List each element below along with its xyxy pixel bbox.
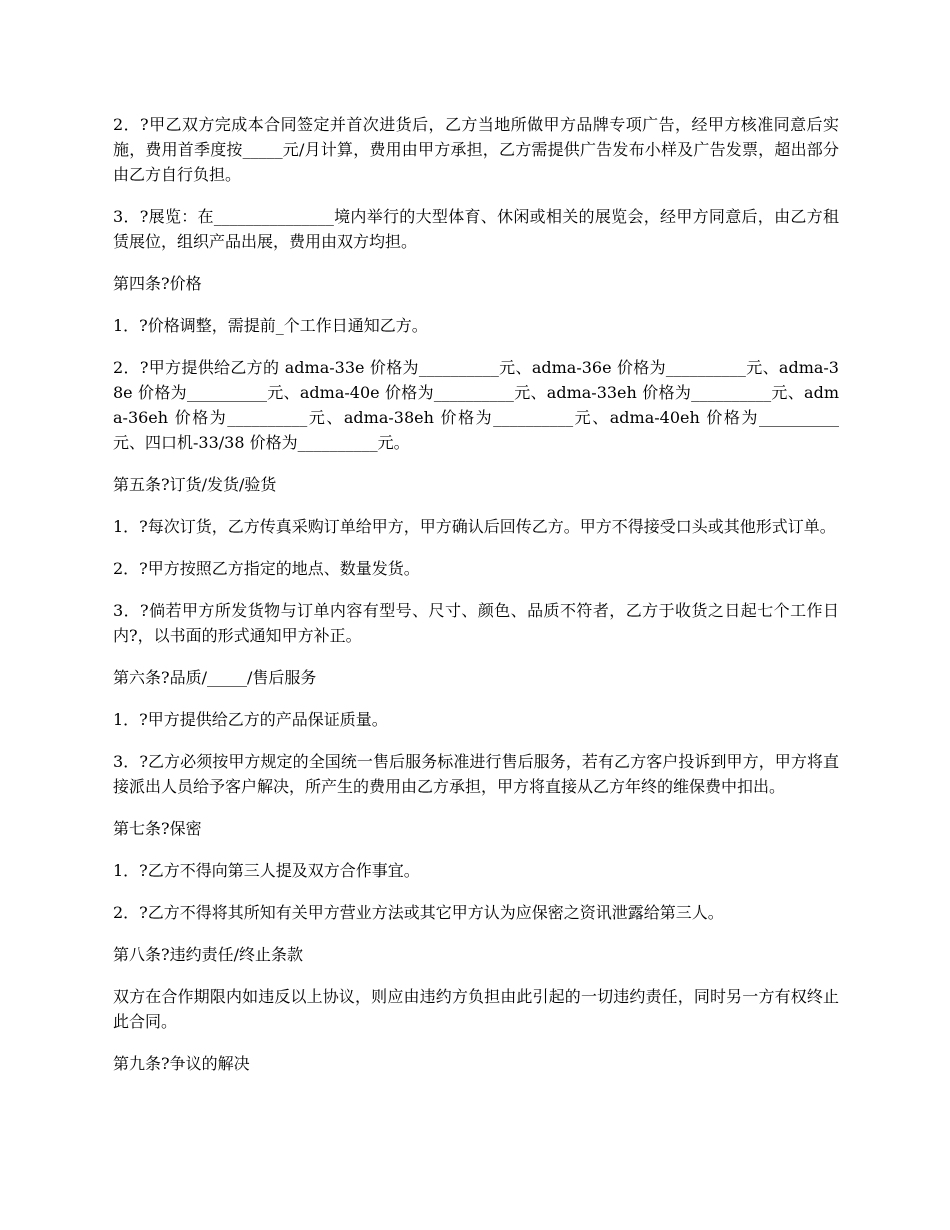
article-7-clause-1: 1．?乙方不得向第三人提及双方合作事宜。 [113, 861, 420, 880]
article-7-clause-2: 2．?乙方不得将其所知有关甲方营业方法或其它甲方认为应保密之资讯泄露给第三人。 [113, 903, 724, 922]
clause-2-advertising: 2．?甲乙双方完成本合同签定并首次进货后，乙方当地所做甲方品牌专项广告，经甲方核准同意后实施，费用首季度按_____元/月计算，费用由甲方承担，乙方需提供广告发布小样及广告发票，超出部分由乙方自行负担。 [113, 115, 839, 184]
article-5-clause-2: 2．?甲方按照乙方指定的地点、数量发货。 [113, 559, 420, 578]
clause-3-exhibition: 3．?展览：在_______________境内举行的大型体育、休闲或相关的展览会，经甲方同意后，由乙方租赁展位，组织产品出展，费用由双方均担。 [113, 207, 839, 251]
document-body [113, 112, 839, 1093]
article-7-heading: 第七条?保密 [113, 819, 202, 838]
article-4-clause-1: 1．?价格调整，需提前_个工作日通知乙方。 [113, 316, 428, 335]
article-6-heading: 第六条?品质/_____/售后服务 [113, 668, 317, 687]
article-4-heading: 第四条?价格 [113, 274, 202, 293]
article-5-clause-3: 3．?倘若甲方所发货物与订单内容有型号、尺寸、颜色、品质不符者，乙方于收货之日起七个工作日内?，以书面的形式通知甲方补正。 [113, 601, 839, 645]
article-6-clause-3: 3．?乙方必须按甲方规定的全国统一售后服务标准进行售后服务，若有乙方客户投诉到甲方，甲方将直接派出人员给予客户解决，所产生的费用由乙方承担，甲方将直接从乙方年终的维保费中扣出。 [113, 752, 839, 796]
article-5-clause-1: 1．?每次订货，乙方传真采购订单给甲方，甲方确认后回传乙方。甲方不得接受口头或其他形式订单。 [113, 517, 836, 536]
article-4-clause-2: 2．?甲方提供给乙方的 adma-33e 价格为__________元、adma-36e 价格为__________元、adma-38e 价格为__________元、adma-40e 价格为__________元、adma-33eh 价格为__________元、adma-36eh 价格为__________元、adma-38eh 价格为__________元、adma-40eh 价格为__________元、四口机-33/38 价格为__________元。 [113, 358, 839, 452]
article-9-heading: 第九条?争议的解决 [113, 1054, 250, 1073]
article-8-heading: 第八条?违约责任/终止条款 [113, 945, 303, 964]
article-8-body: 双方在合作期限内如违反以上协议，则应由违约方负担由此引起的一切违约责任，同时另一方有权终止此合同。 [113, 987, 839, 1031]
article-6-clause-1: 1．?甲方提供给乙方的产品保证质量。 [113, 710, 388, 729]
article-5-heading: 第五条?订货/发货/验货 [113, 475, 277, 494]
